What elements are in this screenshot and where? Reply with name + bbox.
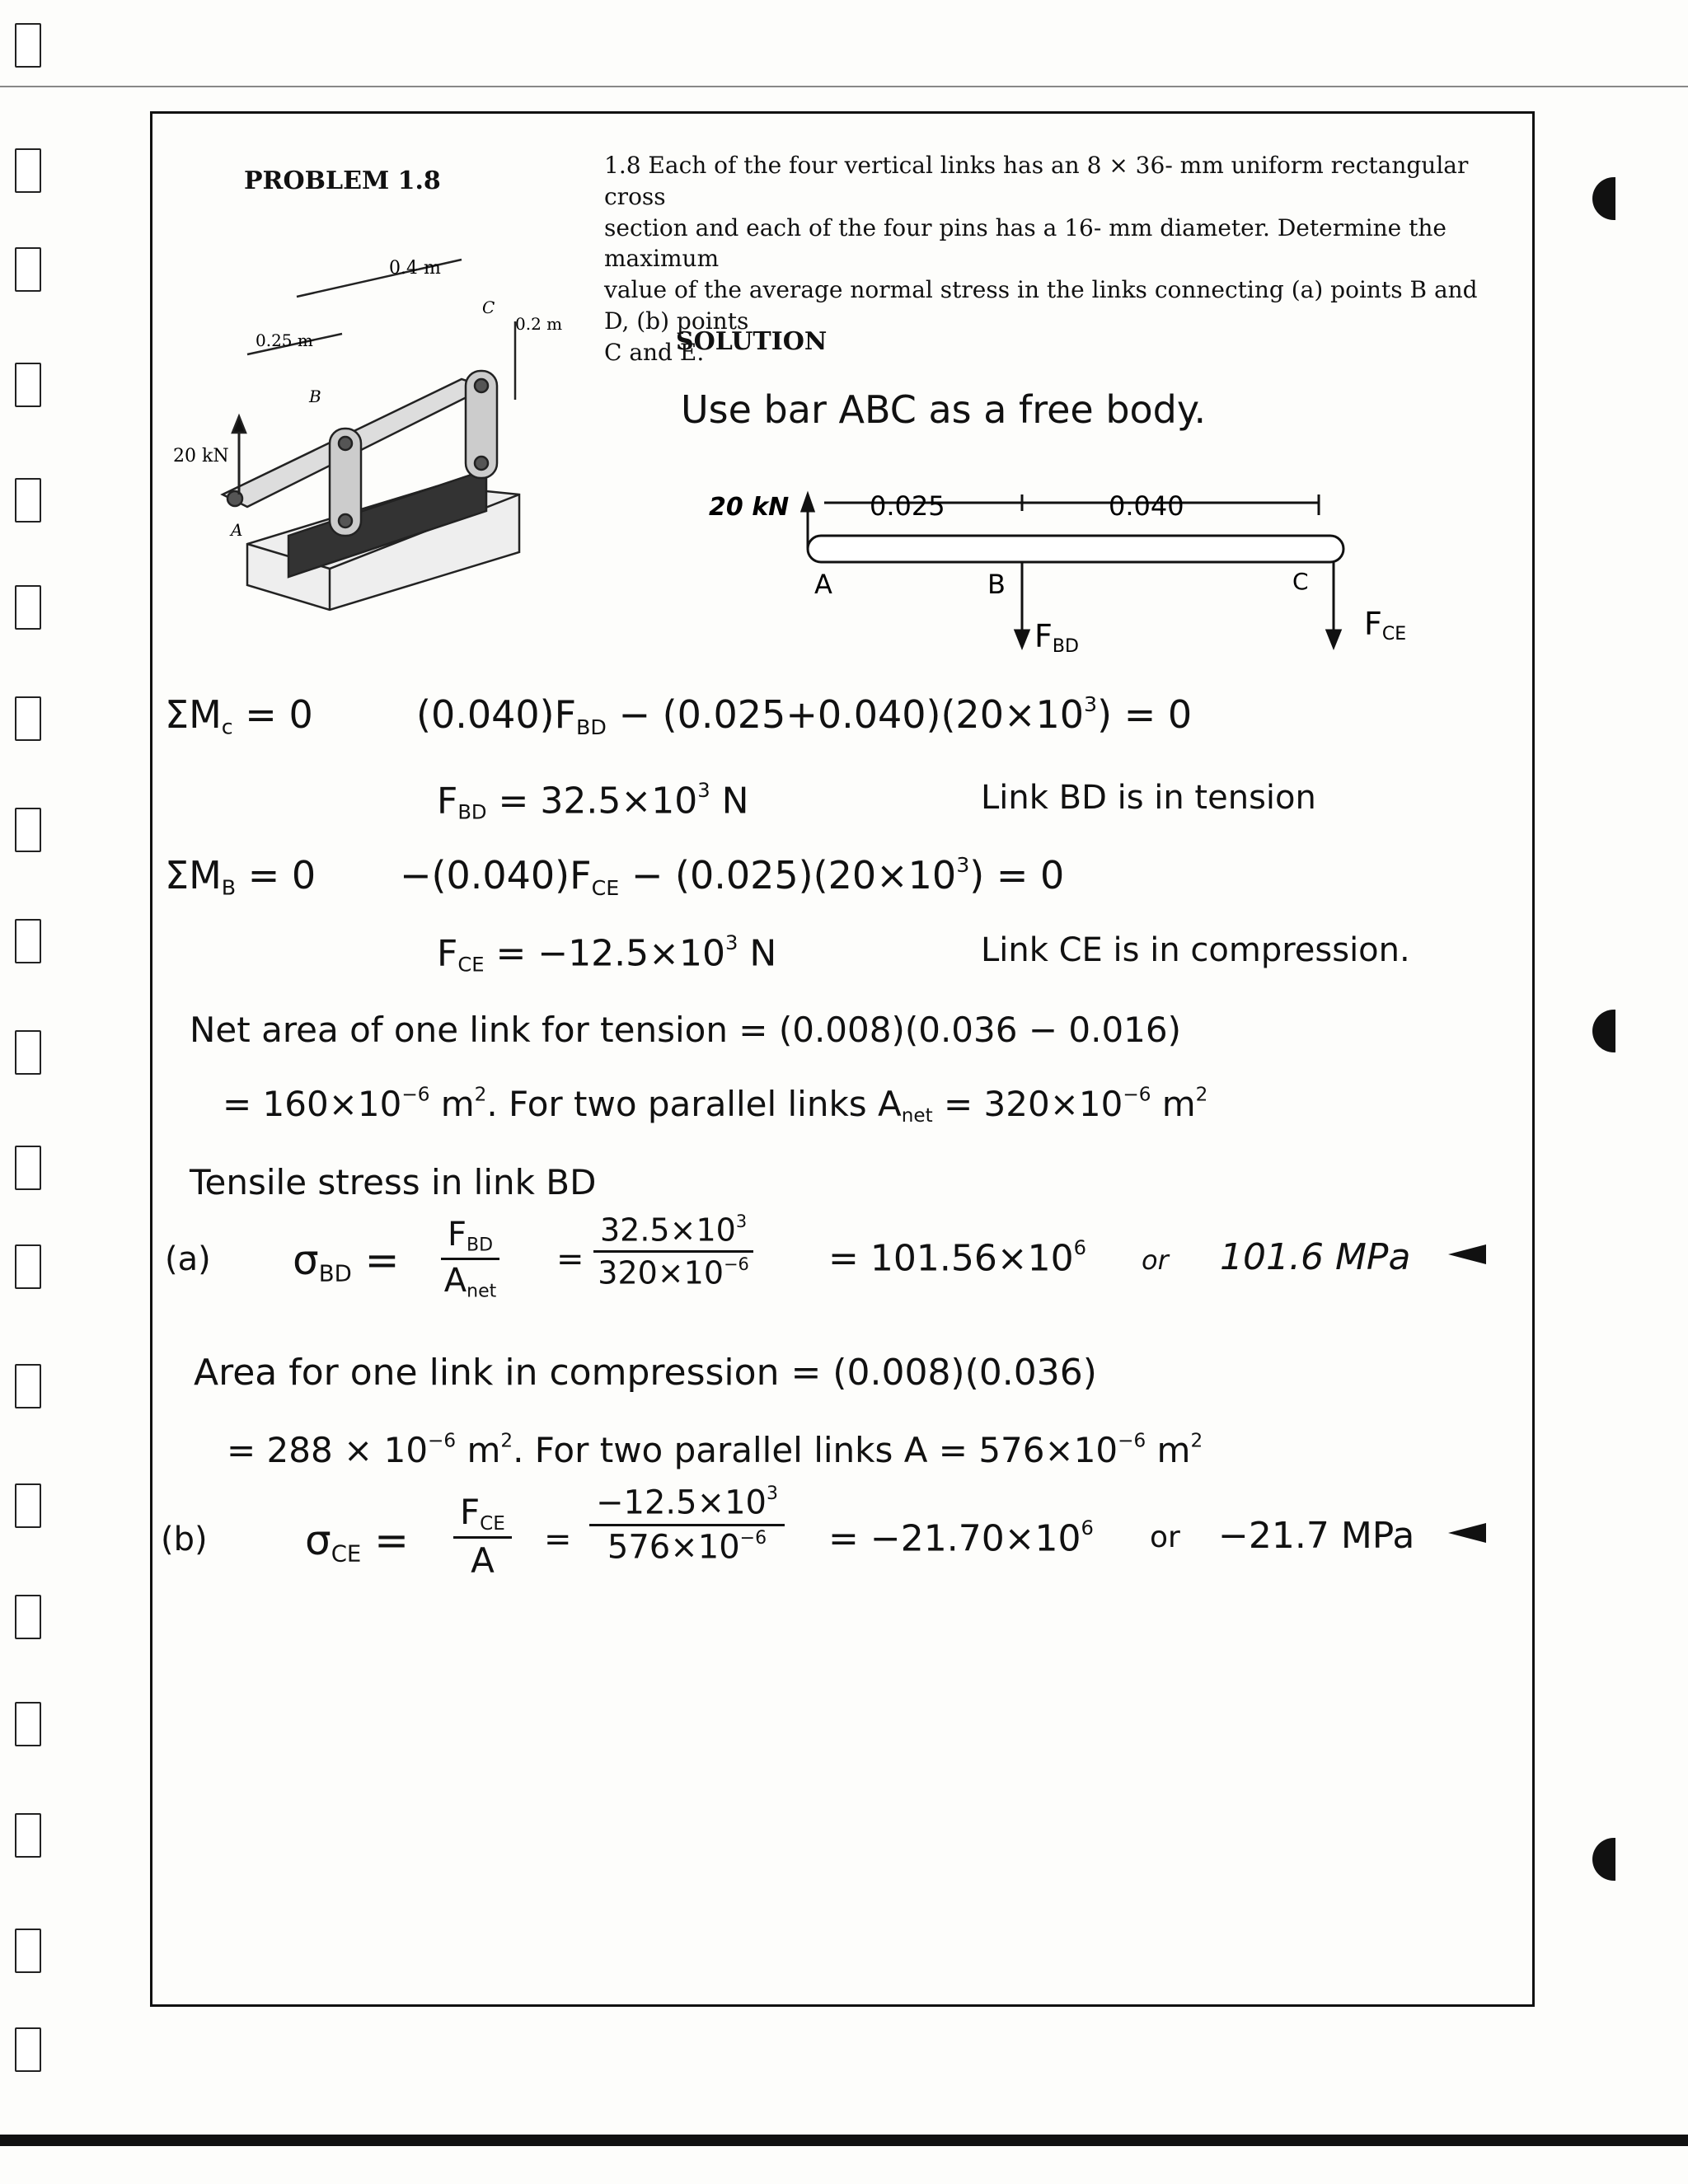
eq2-end: ) = 0 [969, 853, 1065, 898]
fbd-dim1-label: 0.025 [870, 490, 945, 522]
eq1-lhs [165, 692, 313, 739]
label-c: C [482, 298, 495, 317]
part-b-result-value: = −21.70×10 [828, 1517, 1081, 1560]
pin-e [475, 457, 488, 470]
problem-label: PROBLEM 1.8 [244, 166, 441, 195]
load-label: 20 kN [173, 446, 229, 466]
binder-ring [15, 1813, 41, 1858]
fbd-force-ce-symbol: F [1364, 606, 1382, 642]
eq2-rhs-main: −(0.040)F [400, 853, 592, 898]
fce-result-value: = −12.5×10 [484, 932, 726, 975]
net-area-tail: . For two parallel links A [486, 1084, 902, 1124]
binder-ring [15, 919, 41, 963]
eq2-rhs [400, 853, 1064, 900]
pin-b [339, 437, 352, 450]
part-b-answer: −21.7 MPa [1218, 1515, 1415, 1557]
fbd-force-ce [1364, 606, 1406, 644]
part-a-result-value: = 101.56×10 [828, 1237, 1074, 1280]
fce-result-sub: CE [457, 953, 485, 977]
fbd-label-c: C [1292, 568, 1309, 595]
fbd-label-a: A [814, 569, 832, 600]
comp-area-unit: m [456, 1430, 501, 1470]
binder-ring [15, 478, 41, 523]
comp-area-values [227, 1430, 1203, 1470]
label-a: A [231, 520, 243, 540]
fbd-result-value: = 32.5×10 [486, 780, 698, 823]
part-b-result [828, 1516, 1094, 1559]
part-a-frac2-num [593, 1212, 753, 1253]
fbd-result-symbol: F [437, 780, 458, 823]
fbd-dim2-label: 0.040 [1109, 490, 1184, 522]
eq2-exp: 3 [956, 853, 970, 877]
part-a-fraction-2 [593, 1212, 753, 1291]
fce-result-symbol: F [437, 932, 458, 975]
part-a-frac2-num-value: 32.5×10 [600, 1212, 736, 1249]
eq2-sub: B [221, 875, 237, 900]
pin-c [475, 379, 488, 392]
punch-hole [1592, 1838, 1615, 1881]
fbd-bd-head [1015, 630, 1029, 647]
answer-pointer-icon [1448, 1523, 1486, 1543]
page-top-rule [0, 86, 1688, 87]
net-area-unit-exp: 2 [474, 1084, 487, 1106]
part-b-frac2-num-value: −12.5×10 [596, 1483, 767, 1522]
binder-ring [15, 363, 41, 407]
part-a-frac2-den [593, 1253, 753, 1291]
binder-ring [15, 23, 41, 68]
part-b-frac2-num [589, 1483, 785, 1526]
solution-heading: SOLUTION [676, 327, 828, 356]
binder-ring [15, 585, 41, 630]
part-b-sigma: $\sigma_{CE}$ = [305, 1516, 410, 1568]
comp-area-line: Area for one link in compression = (0.008)(0.036) [194, 1352, 1097, 1394]
statement-line: value of the average normal stress in the links connecting (a) points B and D, (b) points [604, 276, 1478, 335]
free-body-diagram [709, 478, 1451, 676]
eq1-rhs [416, 692, 1192, 739]
eq1-end: ) = 0 [1097, 692, 1193, 738]
net-area-tail-unit-exp: 2 [1195, 1084, 1208, 1106]
eq1-rhs-main: (0.040)F [416, 692, 577, 738]
comp-area-unit-exp: 2 [500, 1430, 513, 1452]
solution-intro: Use bar ABC as a free body. [681, 387, 1207, 432]
eq2-lhs [165, 853, 316, 900]
fce-result-exp: 3 [725, 931, 738, 954]
fce-result-unit: N [738, 932, 777, 975]
comp-area-tail: . For two parallel links A = 576×10 [513, 1430, 1118, 1470]
punch-hole [1592, 1010, 1615, 1052]
fbd-result [437, 779, 749, 824]
fbd-label-b: B [987, 569, 1006, 600]
part-a-frac1-den [441, 1260, 499, 1302]
net-area-tail-unit: m [1151, 1084, 1196, 1124]
fbd-result-exp: 3 [697, 779, 710, 802]
part-a-frac1-num-sub: BD [467, 1235, 494, 1256]
binder-ring [15, 2027, 41, 2072]
fbd-load-head [802, 494, 814, 511]
net-area-tail-exp: −6 [1123, 1084, 1151, 1106]
part-a-frac2-den-exp: −6 [724, 1254, 749, 1274]
net-area-line: Net area of one link for tension = (0.008)(0.036 − 0.016) [190, 1010, 1181, 1050]
part-a-frac1-den-symbol: A [443, 1261, 467, 1300]
fbd-bar [808, 536, 1343, 562]
eq2-rhs-sub: CE [591, 875, 620, 900]
part-b-fraction-2 [589, 1483, 785, 1566]
binder-ring [15, 808, 41, 852]
eq2-rhs-tail: − (0.025)(20×10 [619, 853, 957, 898]
binder-ring [15, 1364, 41, 1408]
part-a-frac2-num-exp: 3 [735, 1212, 748, 1231]
comp-area-tail-unit: m [1146, 1430, 1191, 1470]
comp-area-tail-unit-exp: 2 [1190, 1430, 1203, 1452]
dim-025-label: 0.25 m [256, 330, 313, 350]
statement-line: 1.8 Each of the four vertical links has an 8 × 36- mm uniform rectangular cross [604, 152, 1469, 210]
net-area-unit: m [429, 1084, 475, 1124]
comp-area-exp: −6 [428, 1430, 457, 1452]
fbd-force-ce-sub: CE [1381, 624, 1407, 644]
eq1-exp: 3 [1084, 692, 1098, 716]
part-a-equals: = [556, 1240, 584, 1278]
part-a-sigma: $\sigma_{BD}$ = [293, 1236, 400, 1287]
part-b-equals: = [544, 1521, 572, 1558]
part-a-or: or [1142, 1244, 1169, 1276]
part-b-frac2-num-exp: 3 [767, 1483, 778, 1504]
net-area-values [223, 1084, 1207, 1127]
link-assembly-figure [173, 223, 585, 635]
part-b-sigma-sub: CE [331, 1540, 362, 1568]
fce-result [437, 931, 776, 977]
part-a-label: (a) [165, 1240, 211, 1278]
fbd-force-bd [1034, 618, 1079, 657]
part-b-frac1-num [453, 1492, 512, 1539]
binder-ring [15, 696, 41, 741]
comp-area-tail-exp: −6 [1118, 1430, 1146, 1452]
eq1-rhs-sub: BD [576, 715, 607, 739]
eq1-rhs-tail: − (0.025+0.040)(20×10 [606, 692, 1085, 738]
net-area-exp: −6 [401, 1084, 430, 1106]
part-a-frac1-den-sub: net [467, 1281, 497, 1302]
binder-ring [15, 148, 41, 193]
binder-ring [15, 1483, 41, 1528]
part-a-frac1-num [441, 1216, 499, 1260]
part-b-frac1-num-sub: CE [480, 1512, 505, 1535]
part-b-frac2-den-exp: −6 [739, 1527, 767, 1549]
part-a-frac2-den-value: 320×10 [598, 1254, 724, 1291]
part-b-frac1-num-symbol: F [460, 1492, 481, 1532]
eq2-tail: = 0 [236, 853, 316, 898]
fbd-force-bd-symbol: F [1034, 618, 1053, 654]
dim-02-label: 0.2 m [515, 314, 563, 334]
part-a-result [828, 1236, 1086, 1279]
part-b-result-exp: 6 [1081, 1516, 1094, 1540]
binder-ring [15, 1244, 41, 1289]
net-area-tail-value: = 320×10 [932, 1084, 1123, 1124]
part-b-label: (b) [161, 1521, 208, 1558]
dim-04-label: 0.4 m [389, 258, 441, 279]
part-b-or: or [1150, 1521, 1180, 1554]
fce-note: Link CE is in compression. [981, 931, 1410, 969]
answer-pointer-icon [1448, 1244, 1486, 1264]
fbd-load-label: 20 kN [709, 493, 790, 522]
part-a-result-exp: 6 [1073, 1236, 1087, 1259]
part-b-fraction-1 [453, 1492, 512, 1581]
fbd-ce-head [1327, 630, 1340, 647]
punch-hole [1592, 177, 1615, 220]
part-b-frac2-den-value: 576×10 [607, 1528, 740, 1567]
label-b: B [309, 387, 321, 406]
part-a-fraction-1 [441, 1216, 499, 1301]
statement-line: C and E. [604, 338, 705, 366]
eq2-sigma: ΣM [165, 853, 222, 898]
net-area-tail-sub: net [901, 1104, 933, 1127]
binder-ring [15, 1030, 41, 1075]
load-arrow-head [232, 416, 246, 433]
fbd-note: Link BD is in tension [981, 779, 1316, 817]
part-b-frac1-den: A [471, 1540, 495, 1581]
part-b-frac2-den [589, 1526, 785, 1567]
fbd-result-sub: BD [457, 800, 487, 824]
binder-ring [15, 1146, 41, 1190]
binder-ring [15, 1929, 41, 1973]
binder-ring [15, 1595, 41, 1639]
part-b-sigma-symbol: σ [305, 1516, 331, 1564]
part-a-sigma-symbol: σ [293, 1236, 319, 1284]
page-bottom-bar [0, 2135, 1688, 2146]
net-area-value: = 160×10 [223, 1084, 402, 1124]
part-a-sigma-sub: BD [318, 1260, 352, 1287]
comp-area-value: = 288 × 10 [227, 1430, 429, 1470]
part-a-frac1-num-symbol: F [448, 1216, 467, 1254]
statement-line: section and each of the four pins has a 16- mm diameter. Determine the maximum [604, 213, 1447, 273]
binder-ring [15, 247, 41, 292]
pin-d [339, 514, 352, 527]
eq1-sub: c [221, 715, 233, 739]
part-a-answer: 101.6 MPa [1220, 1236, 1411, 1278]
eq1-tail: = 0 [232, 692, 313, 737]
eq1-sigma: ΣM [165, 692, 222, 737]
tensile-heading: Tensile stress in link BD [190, 1162, 597, 1202]
fbd-force-bd-sub: BD [1052, 636, 1079, 657]
binder-ring [15, 1702, 41, 1746]
fbd-result-unit: N [710, 780, 749, 823]
